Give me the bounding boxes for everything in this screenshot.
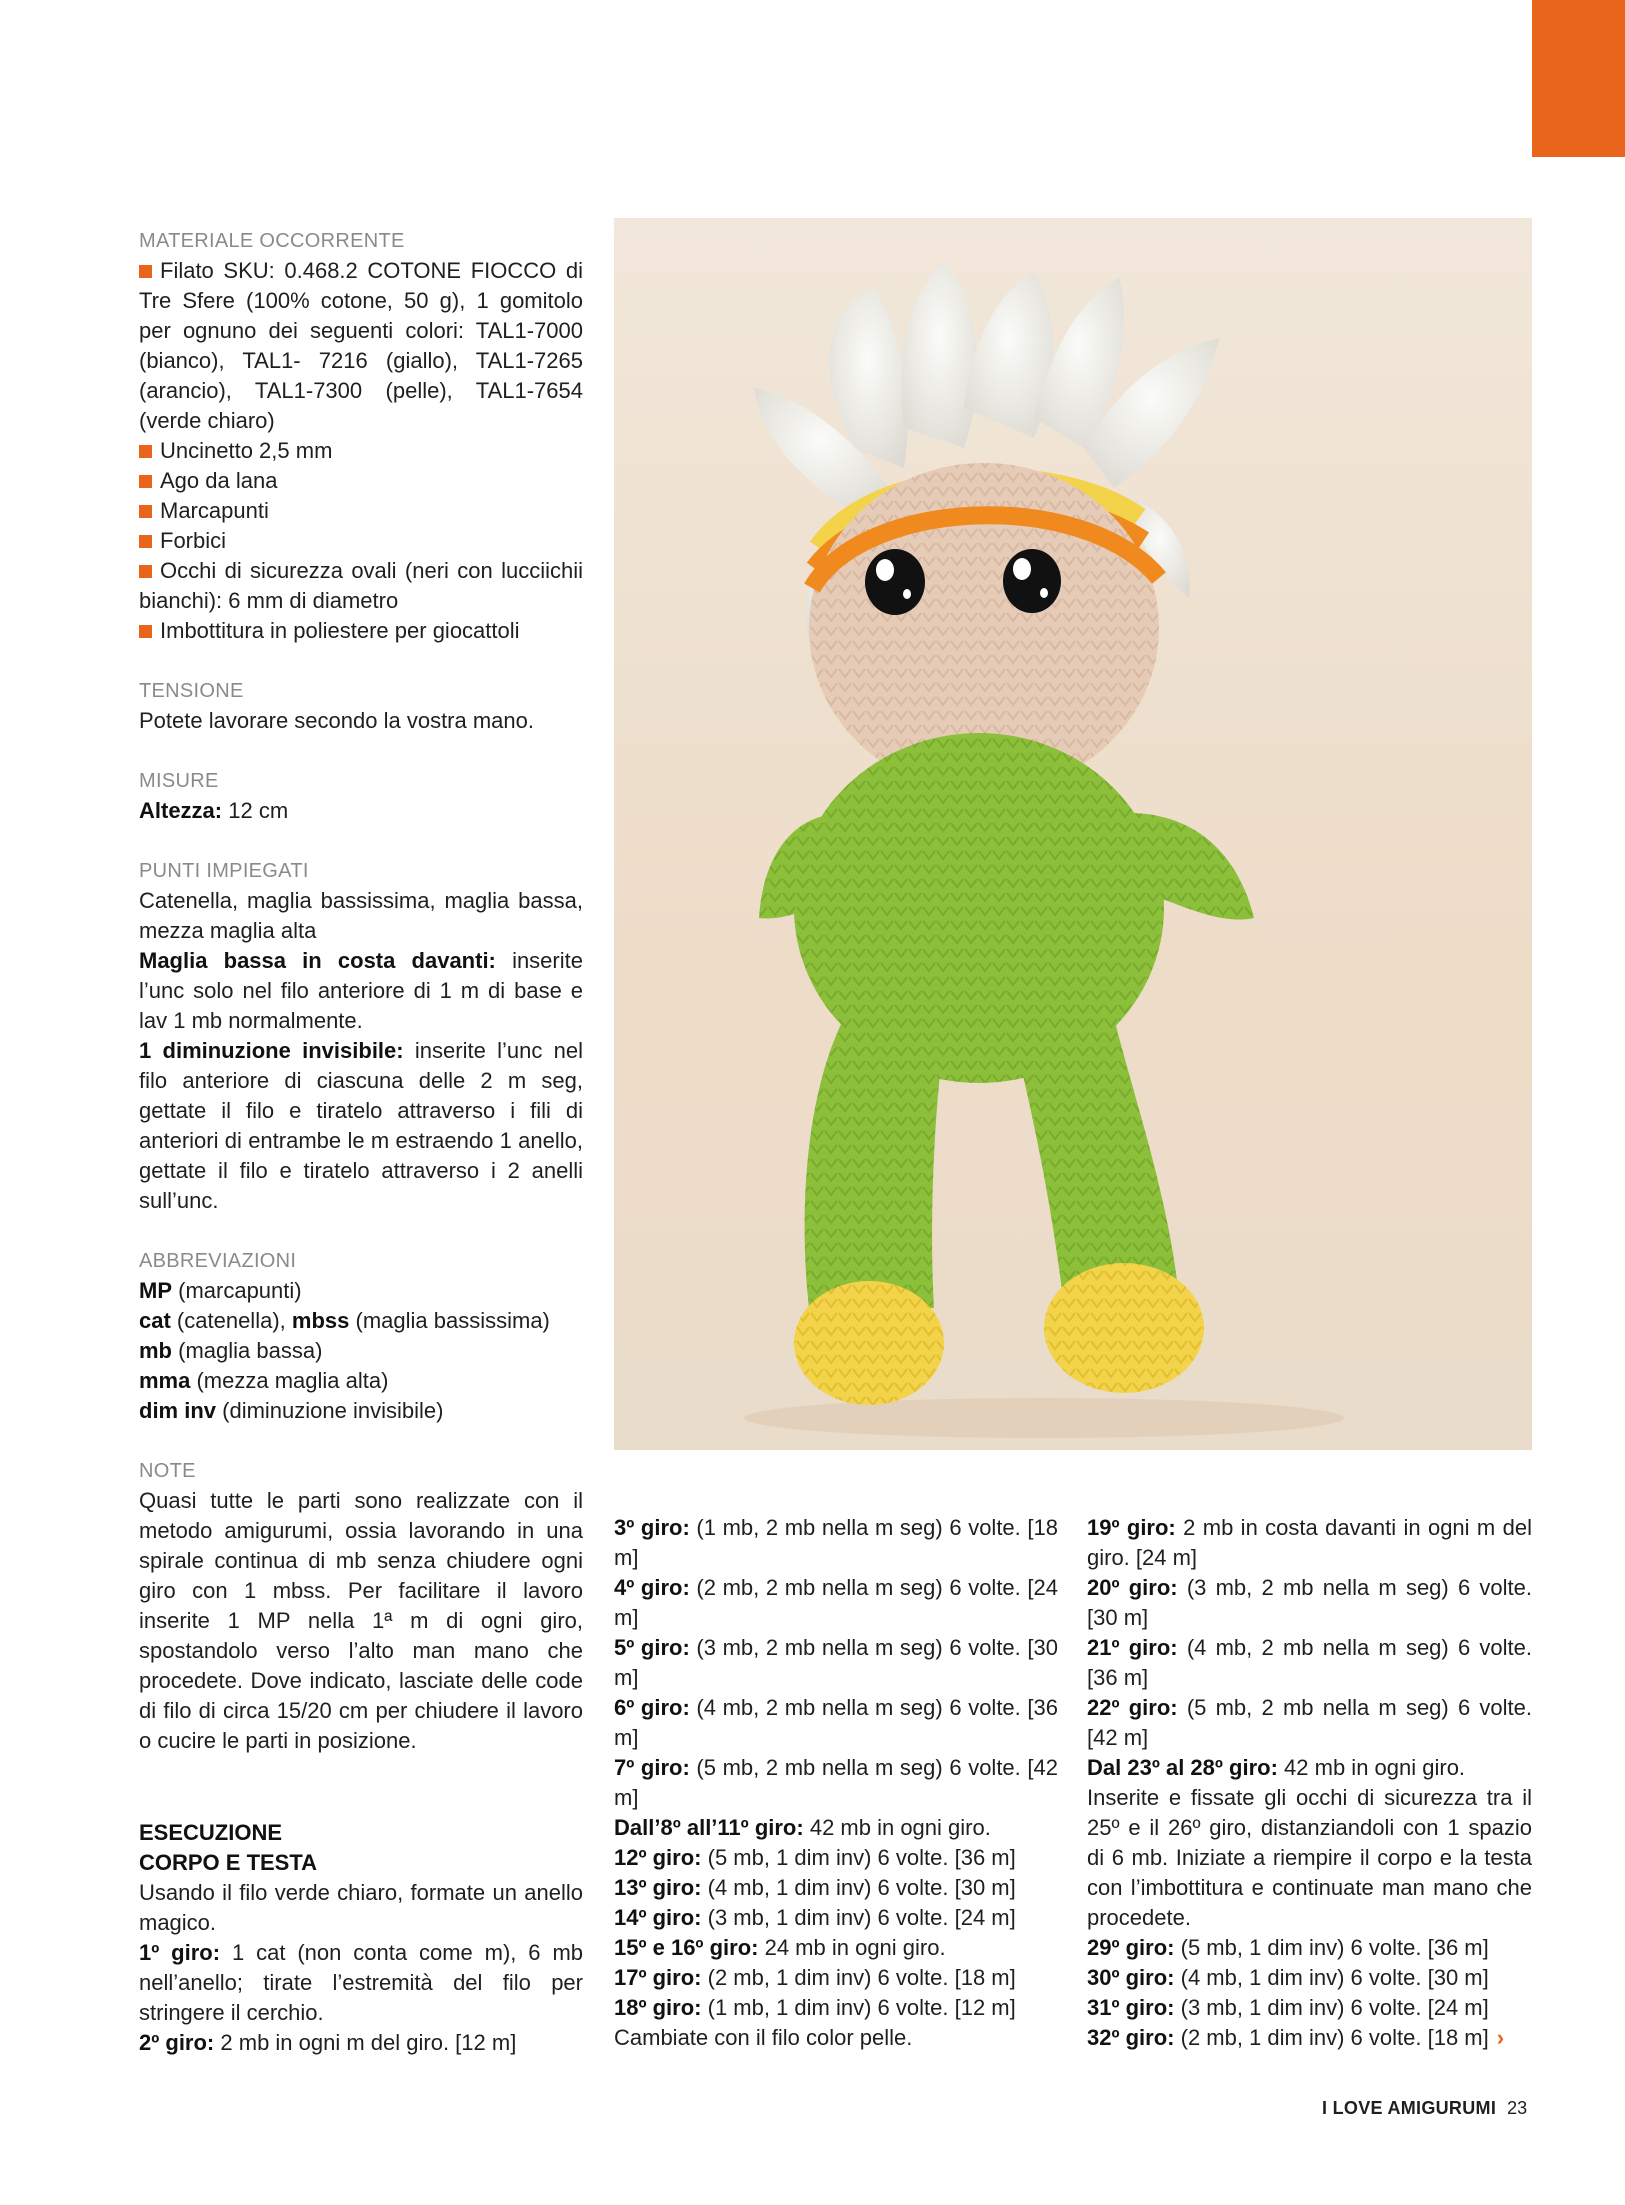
material-item: Marcapunti xyxy=(139,496,583,526)
round-instruction: 20º giro: (3 mb, 2 mb nella m seg) 6 volte. [30 m] xyxy=(1087,1575,1532,1630)
notes-heading: NOTE xyxy=(139,1460,196,1482)
page-number: 23 xyxy=(1507,2098,1528,2118)
round-instruction: 4º giro: (2 mb, 2 mb nella m seg) 6 volte. [24 m] xyxy=(614,1575,1058,1630)
round-instruction: Dal 23º al 28º giro: 42 mb in ogni giro. xyxy=(1087,1755,1466,1780)
round-instruction: 21º giro: (4 mb, 2 mb nella m seg) 6 volte. [36 m] xyxy=(1087,1635,1532,1690)
color-change-note: Cambiate con il filo color pelle. xyxy=(614,2025,913,2050)
magazine-name: I LOVE AMIGURUMI xyxy=(1322,2098,1497,2118)
abbreviation: cat (catenella), mbss (maglia bassissima) xyxy=(139,1308,550,1333)
round-instruction: 3º giro: (1 mb, 2 mb nella m seg) 6 volte. [18 m] xyxy=(614,1515,1058,1570)
round-instruction: 15º e 16º giro: 24 mb in ogni giro. xyxy=(614,1935,946,1960)
round-instruction: 1º giro: 1 cat (non conta come m), 6 mb nell’anello; tirate l’estremità del filo per stringere il cerchio. xyxy=(139,1940,583,2025)
round-instruction: 2º giro: 2 mb in ogni m del giro. [12 m] xyxy=(139,2030,517,2055)
sizes-row: Altezza: 12 cm xyxy=(139,798,289,823)
round-instruction: Dall’8º all’11º giro: 42 mb in ogni giro. xyxy=(614,1815,991,1840)
round-instruction: 31º giro: (3 mb, 1 dim inv) 6 volte. [24 m] xyxy=(1087,1995,1489,2020)
round-instruction: 14º giro: (3 mb, 1 dim inv) 6 volte. [24 m] xyxy=(614,1905,1016,1930)
execution-heading: ESECUZIONE xyxy=(139,1820,283,1845)
right-column xyxy=(1087,1513,1532,2053)
abbreviation: mb (maglia bassa) xyxy=(139,1338,323,1363)
round-instruction: 6º giro: (4 mb, 2 mb nella m seg) 6 volte. [36 m] xyxy=(614,1695,1058,1750)
abbreviation: MP (marcapunti) xyxy=(139,1278,302,1303)
material-item: Occhi di sicurezza ovali (neri con lucciichii bianchi): 6 mm di diametro xyxy=(139,558,583,613)
left-column xyxy=(139,226,583,2058)
stitches-text: Catenella, maglia bassissima, maglia bassa, mezza maglia alta xyxy=(139,888,583,943)
material-item: Forbici xyxy=(139,526,583,556)
round-instruction: 12º giro: (5 mb, 1 dim inv) 6 volte. [36 m] xyxy=(614,1845,1016,1870)
round-instruction: 7º giro: (5 mb, 2 mb nella m seg) 6 volte. [42 m] xyxy=(614,1755,1058,1810)
material-item: Ago da lana xyxy=(139,466,583,496)
round-instruction: 32º giro: (2 mb, 1 dim inv) 6 volte. [18 m] › xyxy=(1087,2023,1532,2053)
section-tab xyxy=(1532,0,1625,157)
tension-heading: TENSIONE xyxy=(139,680,244,702)
chevron-right-icon[interactable]: › xyxy=(1496,2025,1505,2050)
material-item: Uncinetto 2,5 mm xyxy=(139,436,583,466)
page-footer xyxy=(1322,2098,1527,2119)
round-instruction: 19º giro: 2 mb in costa davanti in ogni m del giro. [24 m] xyxy=(1087,1515,1532,1570)
bullet-icon xyxy=(139,475,152,488)
bullet-icon xyxy=(139,535,152,548)
round-instruction: 22º giro: (5 mb, 2 mb nella m seg) 6 volte. [42 m] xyxy=(1087,1695,1532,1750)
amigurumi-photo xyxy=(614,218,1532,1450)
notes-text: Quasi tutte le parti sono realizzate con il metodo amigurumi, ossia lavorando in una spirale continua di mb senza chiudere ogni giro con 1 mbss. Per facilitare il lavoro inserite 1 MP nella 1ª m di ogni giro, spostandolo verso l’alto man mano che procedete. Dove indicato, lasciate delle code di filo di circa 15/20 cm per chiudere il lavoro o cucire le parti in posizione. xyxy=(139,1488,583,1753)
stitch-definition: Maglia bassa in costa davanti: inserite l’unc solo nel filo anteriore di 1 m di base e lav 1 mb normalmente. xyxy=(139,948,583,1033)
bullet-icon xyxy=(139,505,152,518)
round-instruction: 30º giro: (4 mb, 1 dim inv) 6 volte. [30 m] xyxy=(1087,1965,1489,1990)
materials-heading: MATERIALE OCCORRENTE xyxy=(139,230,405,252)
bullet-icon xyxy=(139,445,152,458)
sizes-heading: MISURE xyxy=(139,770,219,792)
round-instruction: 18º giro: (1 mb, 1 dim inv) 6 volte. [12 m] xyxy=(614,1995,1016,2020)
material-item: Imbottitura in poliestere per giocattoli xyxy=(139,616,583,646)
eyes-instruction: Inserite e fissate gli occhi di sicurezza tra il 25º e il 26º giro, distanziandoli con 1 spazio di 6 mb. Iniziate a riempire il corpo e la testa con l’imbottitura e continuate man mano che procedete. xyxy=(1087,1785,1532,1930)
material-item: Filato SKU: 0.468.2 COTONE FIOCCO di Tre Sfere (100% cotone, 50 g), 1 gomitolo per ognuno dei seguenti colori: TAL1-7000 (bianco), TAL1- 7216 (giallo), TAL1-7265 (arancio), TAL1-7300 (pelle), TAL1-7654 (verde chiaro) xyxy=(139,258,583,433)
amigurumi-doll-image xyxy=(614,218,1532,1450)
execution-subheading: CORPO E TESTA xyxy=(139,1850,318,1875)
round-instruction: 17º giro: (2 mb, 1 dim inv) 6 volte. [18 m] xyxy=(614,1965,1016,1990)
bullet-icon xyxy=(139,565,152,578)
stitch-definition: 1 diminuzione invisibile: inserite l’unc nel filo anteriore di ciascuna delle 2 m seg, gettate il filo e tiratelo attraverso i fili di anteriori di entrambe le m estraendo 1 anello, gettate il filo e tiratelo attraverso i 2 anelli sull’unc. xyxy=(139,1038,583,1213)
middle-column xyxy=(614,1513,1058,2053)
bullet-icon xyxy=(139,265,152,278)
round-instruction: 13º giro: (4 mb, 1 dim inv) 6 volte. [30 m] xyxy=(614,1875,1016,1900)
round-instruction: 5º giro: (3 mb, 2 mb nella m seg) 6 volte. [30 m] xyxy=(614,1635,1058,1690)
abbreviation: dim inv (diminuzione invisibile) xyxy=(139,1398,444,1423)
bullet-icon xyxy=(139,625,152,638)
tension-text: Potete lavorare secondo la vostra mano. xyxy=(139,708,535,733)
abbreviations-heading: ABBREVIAZIONI xyxy=(139,1250,297,1272)
stitches-heading: PUNTI IMPIEGATI xyxy=(139,860,309,882)
execution-intro: Usando il filo verde chiaro, formate un anello magico. xyxy=(139,1880,583,1935)
abbreviation: mma (mezza maglia alta) xyxy=(139,1368,389,1393)
round-instruction: 29º giro: (5 mb, 1 dim inv) 6 volte. [36 m] xyxy=(1087,1935,1489,1960)
